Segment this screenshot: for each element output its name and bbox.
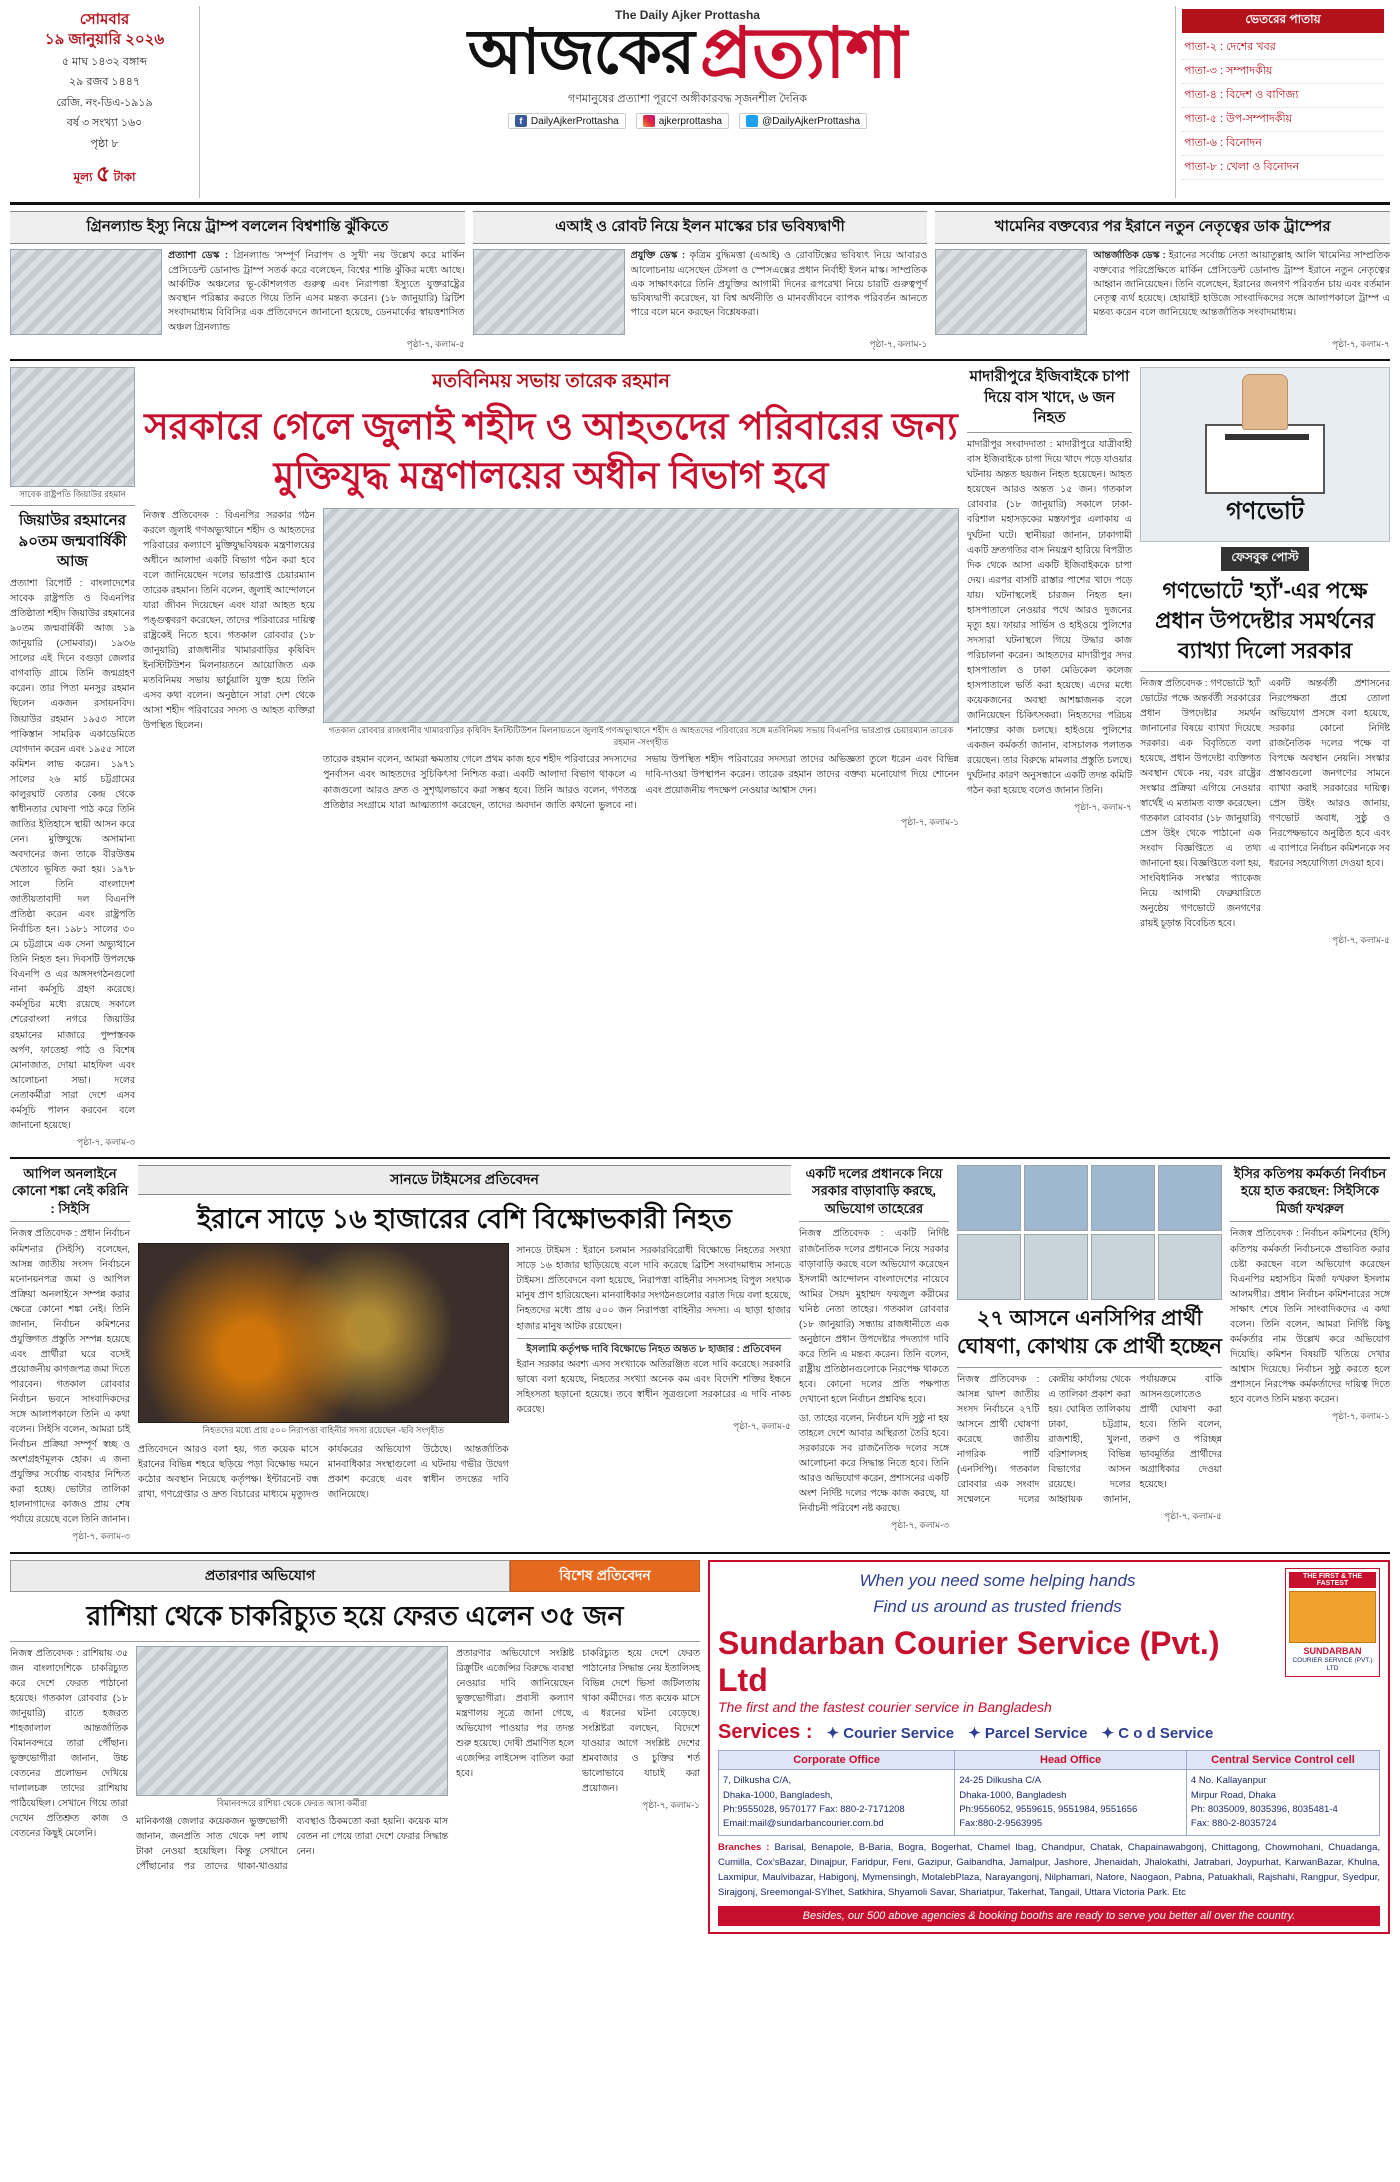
teaser-continued: পৃষ্ঠা-৭, কলাম-১ [869,339,928,350]
cec-continued: পৃষ্ঠা-৭, কলাম-৩ [72,1531,130,1542]
candidate-photo [1024,1165,1088,1231]
table-header-row [719,1751,1380,1770]
ad-branches-list: Barisal, Benapole, B-Baria, Bogra, Bogerhat, Chamel Ibag, Chandpur, Chatak, Chapainawabgonj, Chittagong, Chowmohani, Chuadanga, Cumilla, Cox'sBazar, Dinajpur, Faridpur, Feni, Gazipur, Gaibandha, Jamalpur, Jashore, Jhenaidah, Jhalokathi, Jatrabari, Joypurhat, KarwanBazar, Khulna, Laxmipur, Maulvibazar, Habigonj, Mymensingh, MotalebPlaza, Narayangonj, Nilphamari, Natore, Naogaon, Pabna, Patuakhali, Rajshahi, Rangpur, Syedpur, Sirajgonj, Sreemongal-SYlhet, Satkhira, Shyamoli Savar, Shariatpur, Takerhat, Tangail, Uttara Victoria Park. Etc [718,1842,1380,1898]
office-line: 7, Dilkusha C/A, [723,1775,792,1787]
price-block [16,157,193,194]
taher-continued: পৃষ্ঠা-৭, কলাম-৩ [891,1520,949,1531]
bottom-section [10,1552,1390,1934]
ad-tagline: The first and the fastest courier service in Bangladesh [718,1699,1052,1716]
ad-logo-top-text: THE FIRST & THE FASTEST [1289,1572,1376,1588]
iran-body-3: ইরান সরকার অবশ্য এসব সংখ্যাকে অতিরঞ্জিত বলে দাবি করেছে। সরকারি ভাষ্যে বলা হয়েছে, নিহতের সংখ্যা অনেক কম এবং বিদেশি শক্তির ইন্ধনে সহিংসতা ছড়ানো হয়েছে। তবে স্বাধীন সূত্রগুলো সরকারের এ দাবি নাকচ করেছে। [516,1358,791,1414]
zia-body: প্রত্যাশা রিপোর্ট : বাংলাদেশের সাবেক রাষ্ট্রপতি ও বিএনপির প্রতিষ্ঠাতা শহীদ জিয়াউর রহমানের ৯০তম জন্মবার্ষিকী আজ ১৯ জানুয়ারি (সোমবার)। ১৯৩৬ সালের এই দিনে বগুড়া জেলার বাগবাড়ি গ্রামে তিনি জন্মগ্রহণ করেন। তার পিতা মনসুর রহমান ছিলেন একজন রসায়নবিদ। জিয়াউর রহমান ১৯৫৩ সালে পাকিস্তান সামরিক একাডেমিতে যোগদান করেন এবং ১৯৫৫ সালে কমিশন লাভ করেন। ১৯৭১ সালের ২৬ মার্চ চট্টগ্রামের কালুরঘাট বেতার কেন্দ্র থেকে স্বাধীনতার ঘোষণা পাঠ করে তিনি জাতির ইতিহাসে স্থায়ী আসন করে নেন। মুক্তিযুদ্ধে অসামান্য অবদানের জন্য তাকে বীরউত্তম খেতাবে ভূষিত করা হয়। ১৯৭৮ সালে তিনি বাংলাদেশ জাতীয়তাবাদী দল বিএনপি প্রতিষ্ঠা করেন এবং রাষ্ট্রপতি নির্বাচিত হন। ১৯৮১ সালের ৩০ মে চট্টগ্রামে এক সেনা অভ্যুত্থানে তিনি নিহত হন। দিবসটি উপলক্ষে বিএনপি ও এর অঙ্গসংগঠনগুলো নানা কর্মসূচি গ্রহণ করেছে। কর্মসূচির মধ্যে রয়েছে সকালে শেরেবাংলা নগরে জিয়াউর রহমানের মাজারে পুষ্পস্তবক অর্পণ, ফাতেহা পাঠ ও বিশেষ মোনাজাত, দোয়া মাহফিল এবং আলোচনা সভা। দলের নেতাকর্মীরা সারা দেশে এসব কর্মসূচি পালন করবেন বলে জানানো হয়েছে। [10,578,135,1130]
teaser-body: ইরানের সর্বোচ্চ নেতা আয়াতুল্লাহ আলি খামেনির সাম্প্রতিক বক্তব্যের পরিপ্রেক্ষিতে মার্কিন প্রেসিডেন্ট ডোনাল্ড ট্রাম্প ইরানে নতুন নেতৃত্বের আহ্বান জানিয়েছেন। তিনি বলেছেন, ইরানের জনগণ পরিবর্তন চায় এবং বর্তমান নেতৃত্ব ব্যর্থ হয়েছে। হোয়াইট হাউজে সাংবাদিকদের সঙ্গে আলাপকালে ট্রাম্প এ মন্তব্য করেন বলে জানিয়েছে আন্তর্জাতিক সংবাদমাধ্যম। [1093,250,1391,319]
russia-head-right: বিশেষ প্রতিবেদন [510,1560,700,1592]
teaser-byline: প্রত্যাশা ডেস্ক : [168,250,229,262]
referendum-headline[interactable]: গণভোটে 'হ্যাঁ'-এর পক্ষে প্রধান উপদেষ্টার সমর্থনের ব্যাখ্যা দিলো সরকার [1155,578,1375,663]
lead-body-left: নিজস্ব প্রতিবেদক : বিএনপির সরকার গঠন করলে জুলাই গণঅভ্যুত্থানে শহীদ ও আহতদের পরিবারের কল্যাণে মুক্তিযুদ্ধবিষয়ক মন্ত্রণালয়ের অধীনে আলাদা একটি বিভাগ গঠন করা হবে বলে জানিয়েছেন দলের ভারপ্রাপ্ত চেয়ারম্যান তারেক রহমান। তিনি বলেন, জুলাই আন্দোলনে যারা জীবন দিয়েছেন এবং যারা আহত হয়ে পঙ্গুত্ববরণ করেছেন, তাদের পরিবারের দায়িত্ব রাষ্ট্রকেই নিতে হবে। গতকাল রোববার (১৮ জানুয়ারি) রাজধানীর খামারবাড়ির কৃষিবিদ ইনস্টিটিউশন মিলনায়তনে আয়োজিত এক মতবিনিময় সভায় ভার্চুয়ালি যুক্ত হয়ে তিনি এসব কথা বলেন। অনুষ্ঠানে সারা দেশ থেকে আসা শহীদ পরিবারের সদস্য ও আহত ব্যক্তিরা উপস্থিত ছিলেন। [143,509,315,731]
ad-service-2: ✦ Parcel Service [968,1725,1088,1743]
social-twitter[interactable] [739,113,867,129]
elon-musk-photo [473,249,625,335]
office-line: Mirpur Road, Dhaka [1190,1789,1276,1801]
teaser-musk [473,211,928,352]
zia-continued: পৃষ্ঠা-৭, কলাম-৩ [77,1136,135,1147]
lead-body-right: তারেক রহমান বলেন, আমরা ক্ষমতায় গেলে প্রথম কাজ হবে শহীদ পরিবারের সদস্যদের পুনর্বাসন এবং আহতদের সুচিকিৎসা নিশ্চিত করা। একটি আলাদা বিভাগ থাকলে এ কাজগুলো আরও দ্রুত ও সুশৃঙ্খলভাবে করা সম্ভব হবে। তিনি আরও বলেন, গণতন্ত্র প্রতিষ্ঠার সংগ্রামে যারা আত্মত্যাগ করেছেন, তাদের অবদান জাতি কখনো ভুলবে না। সভায় উপস্থিত শহীদ পরিবারের সদস্যরা তাদের অভিজ্ঞতা তুলে ধরেন এবং বিভিন্ন দাবি-দাওয়া উপস্থাপন করেন। তারেক রহমান তাদের বক্তব্য মনোযোগ দিয়ে শোনেন এবং প্রয়োজনীয় পদক্ষেপ নেওয়ার আশ্বাস দেন। [323,754,959,810]
advertisement-sundarban-courier [708,1560,1390,1934]
ncp-headline[interactable]: ২৭ আসনে এনসিপির প্রার্থী ঘোষণা, কোথায় কে প্রার্থী হচ্ছেন [957,1306,1222,1359]
masthead-logo-block [200,6,1175,198]
article-madaripur [967,367,1132,1149]
inside-page-item[interactable]: পাতা-৪ : বিদেশ ও বাণিজ্য [1182,84,1384,108]
iran-sub-headline: ইসলামি কর্তৃপক্ষ দাবি বিক্ষোভে নিহত অন্তত ৮ হাজার : প্রতিবেদন [526,1343,782,1355]
inside-page-item[interactable]: পাতা-৬ : বিনোদন [1182,132,1384,156]
russia-head-left: প্রতারণার অভিযোগ [10,1560,510,1592]
office-line: Ph:9555028, 9570177 Fax: 880-2-7171208 [723,1803,905,1815]
candidate-photo [957,1165,1021,1231]
office-cell [1186,1770,1379,1836]
article-ec-officials [1230,1165,1390,1545]
office-line: Dhaka-1000, Bangladesh [959,1789,1067,1801]
teaser-text [1093,249,1390,335]
iran-body-2: প্রতিবেদনে আরও বলা হয়, গত কয়েক মাসে ইরানের বিভিন্ন শহরে ছড়িয়ে পড়া বিক্ষোভ দমনে কঠোর অবস্থান নিয়েছে কর্তৃপক্ষ। ইন্টারনেট বন্ধ রাখা, গণগ্রেপ্তার ও দ্রুত বিচারের মাধ্যমে মৃত্যুদণ্ড কার্যকরের অভিযোগ উঠেছে। আন্তর্জাতিক মানবাধিকার সংস্থাগুলো এ ঘটনায় গভীর উদ্বেগ প্রকাশ করেছে এবং স্বাধীন তদন্তের দাবি জানিয়েছে। [138,1444,509,1500]
inside-page-item[interactable]: পাতা-৫ : উপ-সম্পাদকীয় [1182,108,1384,132]
ncp-continued: পৃষ্ঠা-৭, কলাম-৫ [1164,1510,1222,1521]
ad-logo-name: SUNDARBAN [1303,1646,1362,1657]
office-cell [719,1770,955,1836]
russia-headline[interactable]: রাশিয়া থেকে চাকরিচ্যুত হয়ে ফেরত এলেন ৩৫ জন [86,1601,624,1632]
zia-portrait [10,367,135,487]
lead-article [143,367,959,1149]
inside-pages-list [1182,36,1384,180]
english-title: The Daily Ajker Prottasha [615,8,760,22]
russia-body-3: প্রতারণার অভিযোগে সংশ্লিষ্ট রিক্রুটিং এজেন্সির বিরুদ্ধে ব্যবস্থা নেওয়ার দাবি জানিয়েছেন ভুক্তভোগীরা। প্রবাসী কল্যাণ মন্ত্রণালয় সূত্রে জানা গেছে, অভিযোগ পাওয়ার পর তদন্ত শুরু হয়েছে। দোষী প্রমাণিত হলে এজেন্সির লাইসেন্স বাতিল করা হবে। [456,1647,574,1779]
trump-photo [10,249,162,335]
office-line: Fax: 880-2-8035724 [1190,1818,1277,1830]
registration-no: রেজি. নং-ডিএ-১৯১৯ [56,96,153,109]
russia-caption: বিমানবন্দরে রাশিয়া থেকে ফেরত আসা কর্মীরা [216,1797,368,1808]
masthead-tagline: গণমানুষের প্রত্যাশা পূরণে অঙ্গীকারবদ্ধ সৃজনশীল দৈনিক [568,93,807,105]
masthead-date-block [10,6,200,198]
tiger-icon [1289,1591,1376,1643]
teaser-headline[interactable]: এআই ও রোবট নিয়ে ইলন মাস্কের চার ভবিষ্যদ্বাণী [473,211,928,244]
logo-word-ajker: আজকের [467,18,695,87]
social-row [208,113,1167,129]
sundarban-logo [1285,1568,1380,1676]
lead-headline[interactable]: সরকারে গেলে জুলাই শহীদ ও আহতদের পরিবারের জন্য মুক্তিযুদ্ধ মন্ত্রণালয়ের অধীন বিভাগ হবে [144,406,958,496]
taher-body-1: নিজস্ব প্রতিবেদক : একটি নির্দিষ্ট রাজনৈতিক দলের প্রধানকে নিয়ে সরকার বাড়াবাড়ি করছে বলে অভিযোগ করেছেন ইসলামী আন্দোলন বাংলাদেশের নায়েবে আমির সৈয়দ মুহাম্মদ ফয়জুল করীমের ঘনিষ্ঠ নেতা তাহের। গতকাল রোববার (১৮ জানুয়ারি) সন্ধ্যায় রাজধানীতে এক অনুষ্ঠানে প্রধান উপদেষ্টার পদত্যাগ দাবি করে তিনি এ মন্তব্য করেন। তিনি বলেন, রাষ্ট্রীয় প্রতিষ্ঠানগুলোকে নিরপেক্ষ থাকতে হবে। কোনো দলের প্রতি পক্ষপাত দেখানো হলে নির্বাচন প্রশ্নবিদ্ধ হবে। [799,1228,949,1404]
referendum-body-1: নিজস্ব প্রতিবেদক : গণভোটে 'হ্যাঁ' ভোটের পক্ষে অন্তর্বর্তী সরকারের প্রধান উপদেষ্টার সমর্থন জানানোর বিষয়ে ব্যাখ্যা দিয়েছে সরকার। এক বিবৃতিতে বলা হয়েছে, প্রধান উপদেষ্টা ব্যক্তিগত অবস্থান থেকে নয়, বরং রাষ্ট্রের সংস্কার প্রক্রিয়া এগিয়ে নেওয়ার স্বার্থেই এ মতামত ব্যক্ত করেছেন। গতকাল রোববার (১৮ জানুয়ারি) প্রেস উইং থেকে পাঠানো এক সংবাদ বিজ্ঞপ্তিতে এ তথ্য জানানো হয়। বিজ্ঞপ্তিতে বলা হয়, সাংবিধানিক সংস্কার প্যাকেজ নিয়ে আগামী ফেব্রুয়ারিতে অনুষ্ঠেয় গণভোটে জনগণের রায়ই চূড়ান্ত বিবেচিত হবে। [1140,677,1261,929]
ad-logo-sub: COURIER SERVICE (PVT.) LTD [1292,1657,1373,1673]
article-taher [799,1165,949,1545]
madaripur-continued: পৃষ্ঠা-৭, কলাম-৭ [1074,802,1132,813]
inside-page-item[interactable]: পাতা-২ : দেশের খবর [1182,36,1384,60]
social-instagram-handle: ajkerprottasha [658,115,723,127]
office-line: Email:mail@sundarbancourier.com.bd [723,1818,884,1830]
article-russia-returnees [10,1560,700,1934]
teaser-trump [10,211,465,352]
candidate-photo [1024,1234,1088,1300]
ad-branches [718,1841,1380,1900]
ad-service-3: ✦ C o d Service [1101,1725,1214,1743]
ballot-box-icon [1205,424,1325,494]
office-cell [955,1770,1187,1836]
ec-continued: পৃষ্ঠা-৭, কলাম-১ [1332,1411,1390,1422]
inside-page-item[interactable]: পাতা-৮ : খেলা ও বিনোদন [1182,156,1384,180]
date-hijri: ২৯ রজব ১৪৪৭ [69,76,140,89]
madaripur-headline[interactable]: মাদারীপুরে ইজিবাইকে চাপা দিয়ে বাস খাদে, ৬ জন নিহত [969,368,1130,426]
article-ncp [957,1165,1222,1545]
teaser-headline[interactable]: খামেনির বক্তব্যের পর ইরানে নতুন নেতৃত্বের ডাক ট্রাম্পের [935,211,1390,244]
iran-caption: নিহতদের মধ্যে প্রায় ৫০০ নিরাপত্তা বাহিনীর সদস্য রয়েছেন -ছবি সংগৃহীত [202,1425,444,1436]
office-line: 24-25 Dilkusha C/A [959,1775,1042,1787]
madaripur-body: মাদারীপুর সংবাদদাতা : মাদারীপুরে যাত্রীবাহী বাস ইজিবাইকে চাপা দিয়ে খাদে পড়ে যাওয়ার ঘটনায় অন্তত ছয়জন নিহত হয়েছেন। আহত হয়েছেন আরও অন্তত ১৫ জন। গতকাল রোববার (১৮ জানুয়ারি) সকালে ঢাকা-বরিশাল মহাসড়কের মস্তফাপুর এলাকায় এ দুর্ঘটনা ঘটে। স্থানীয়রা জানান, ঢাকাগামী একটি দ্রুতগতির বাস নিয়ন্ত্রণ হারিয়ে বিপরীত দিক থেকে আসা একটি ইজিবাইককে চাপা দেয়। এরপর বাসটি রাস্তার পাশের খাদে পড়ে যায়। ঘটনাস্থলেই চারজন নিহত হন। হাসপাতালে নেওয়ার পথে আরও দুজনের মৃত্যু হয়। ফায়ার সার্ভিস ও হাইওয়ে পুলিশের সদস্যরা ঘটনাস্থলে গিয়ে উদ্ধার কাজ পরিচালনা করেন। আহতদের মাদারীপুর সদর হাসপাতাল ও ঢাকা মেডিকেল কলেজ হাসপাতালে ভর্তি করা হয়েছে। এদের মধ্যে কয়েকজনের অবস্থা আশঙ্কাজনক বলে জানিয়েছেন চিকিৎসকরা। নিহতদের পরিচয় শনাক্তের কাজ চলছে। হাইওয়ে পুলিশের একজন কর্মকর্তা জানান, বাসচালক পলাতক রয়েছেন। তার বিরুদ্ধে মামলার প্রস্তুতি চলছে। দুর্ঘটনার কারণ অনুসন্ধানে একটি তদন্ত কমিটি গঠন করা হয়েছে বলেও জানান তিনি। [967,439,1132,796]
ballot-label: গণভোট [1226,498,1304,526]
teaser-text [631,249,928,335]
teaser-headline[interactable]: গ্রিনল্যান্ড ইস্যু নিয়ে ট্রাম্প বললেন বিশ্বশান্তি ঝুঁকিতে [10,211,465,244]
top-teaser-row [10,211,1390,352]
khamenei-photo [935,249,1087,335]
iran-headline[interactable]: ইরানে সাড়ে ১৬ হাজারের বেশি বিক্ষোভকারী নিহত [197,1203,732,1234]
lead-image-caption: গতকাল রোববার রাজধানীর খামারবাড়ির কৃষিবিদ ইনস্টিটিউশন মিলনায়তনে জুলাই গণঅভ্যুত্থানে শহীদ ও আহতদের পরিবারের সঙ্গে মতবিনিময় সভায় বিএনপির ভারপ্রাপ্ত চেয়ারম্যান তারেক রহমান -সংগৃহীত [328,724,954,747]
iran-continued: পৃষ্ঠা-৭, কলাম-৫ [733,1420,791,1431]
russia-body-2: মানিকগঞ্জ জেলার কয়েকজন ভুক্তভোগী জানান, জনপ্রতি সাত থেকে দশ লাখ টাকা নেওয়া হয়েছিল। কিন্তু সেখানে পৌঁছানোর পর তাদের থাকা-খাওয়ার ব্যবস্থাও ঠিকমতো করা হয়নি। কয়েক মাস বেতন না পেয়ে তারা দেশে ফেরার সিদ্ধান্ত নেন। [136,1815,448,1871]
teaser-byline: প্রযুক্তি ডেস্ক : [630,250,686,262]
social-twitter-handle: @DailyAjkerProttasha [762,115,861,127]
teaser-body: গ্রিনল্যান্ড 'সম্পূর্ণ নিরাপদ ও সুখী' নয় উল্লেখ করে মার্কিন প্রেসিডেন্ট ডোনাল্ড ট্রাম্প সতর্ক করে বলেছেন, বিশ্বের শান্তি ঝুঁকির মধ্যে আছে। আর্কটিক অঞ্চলের ভূ-কৌশলগত গুরুত্ব এবং নিরাপত্তা ইস্যুতে যুক্তরাষ্ট্রের অবস্থান পরিষ্কার করতে গিয়ে তিনি এসব মন্তব্য করেন। (১৮ জানুয়ারি) ব্রিটিশ সংবাদমাধ্যম বিবিসির এক প্রতিবেদনে জানানো হয়েছে, ডেনমার্কের স্বায়ত্তশাসিত অঞ্চল গ্রিনল্যান্ড [168,250,465,333]
zia-caption: সাবেক রাষ্ট্রপতি জিয়াউর রহমান [19,489,126,500]
date-day: সোমবার [79,11,130,28]
ballot-box-photo [1140,367,1390,542]
middle-section [10,359,1390,1149]
ad-offices-table [718,1750,1380,1836]
lead-kicker: মতবিনিময় সভায় তারেক রহমান [432,371,670,393]
office-line: Fax:880-2-9563995 [959,1818,1043,1830]
instagram-icon [643,115,655,127]
price-label: মূল্য [73,170,93,185]
candidate-mug-grid [957,1165,1222,1300]
ad-services-label: Services : [718,1721,813,1744]
candidate-photo [1158,1234,1222,1300]
lower-section [10,1157,1390,1545]
iran-protest-night-photo [138,1243,509,1423]
date-main: ১৯ জানুয়ারি ২০২৬ [44,31,165,49]
russia-body-1: নিজস্ব প্রতিবেদক : রাশিয়ায় ৩৫ জন বাংলাদেশিকে চাকরিচ্যুত করে দেশে ফেরত পাঠানো হয়েছে। গতকাল রোববার (১৮ জানুয়ারি) রাতে হজরত শাহজালাল আন্তর্জাতিক বিমানবন্দরে তারা পৌঁছান। ভুক্তভোগীরা জানান, উচ্চ বেতনের প্রলোভন দেখিয়ে দালালচক্র তাদের রাশিয়ায় পাঠিয়েছিল। সেখানে গিয়ে তারা দেখেন প্রতিশ্রুত কাজ ও বেতনের কিছুই মেলেনি। [10,1647,128,1839]
candidate-photo [957,1234,1021,1300]
article-referendum [1140,367,1390,1149]
returnees-group-photo [136,1646,448,1796]
teaser-text [168,249,465,335]
article-zia [10,367,135,1149]
teaser-body: কৃত্রিম বুদ্ধিমত্তা (এআই) ও রোবটিক্সের ভবিষ্যৎ নিয়ে আবারও আলোচনায় এসেছেন টেসলা ও স্পেসএক্সের প্রধান নির্বাহী ইলন মাস্ক। সাম্প্রতিক এক সাক্ষাৎকারে তিনি প্রযুক্তির আগামী দিনের রূপরেখা নিয়ে চারটি গুরুত্বপূর্ণ ভবিষ্যদ্বাণী করেছেন, যা বিশ্ব অর্থনীতি ও মানবজীবনে ব্যাপক পরিবর্তন আনতে পারে বলে মনে করছেন বিশ্লেষকরা। [630,250,928,319]
ad-company-name: Sundarban Courier Service (Pvt.) Ltd [718,1625,1220,1699]
candidate-photo [1091,1234,1155,1300]
cec-headline[interactable]: আপিল অনলাইনে কোনো শঙ্কা নেই করিনি : সিইসি [11,1165,129,1216]
taher-headline[interactable]: একটি দলের প্রধানকে নিয়ে সরকার বাড়াবাড়ি করছে, অভিযোগ তাহেরের [805,1165,943,1216]
facebook-icon: f [515,115,527,127]
twitter-icon [746,115,758,127]
logo-word-prottasha: প্রত্যাশা [700,14,908,92]
russia-continued: পৃষ্ঠা-৭, কলাম-১ [642,1800,700,1811]
teaser-byline: আন্তর্জাতিক ডেস্ক : [1093,250,1166,262]
ad-branches-label: Branches : [718,1842,770,1854]
russia-body-4: চাকরিচ্যুত হয়ে দেশে ফেরত পাঠানোর সিদ্ধান্ত নেয় ইতালিসহ বিভিন্ন দেশে ভিসা জটিলতায় থাকা কর্মীদের। গত কয়েক মাসে এ ধরনের ঘটনা বেড়েছে। সংশ্লিষ্টরা বলছেন, বিদেশে যাওয়ার আগে সংশ্লিষ্ট দেশের শ্রমবাজার ও চুক্তির শর্ত ভালোভাবে যাচাই করা প্রয়োজন। [582,1647,700,1794]
ad-script-line-2: Find us around as trusted friends [873,1596,1122,1616]
referendum-body-2: একটি অন্তর্বর্তী প্রশাসনের নিরপেক্ষতা প্রশ্নে তোলা অভিযোগ প্রসঙ্গে বলা হয়েছে, সরকার কোনো নির্দিষ্ট রাজনৈতিক দলের পক্ষে বা বিপক্ষে অবস্থান নেয়নি। সংস্কার প্রস্তাবগুলো জনগণের সামনে ব্যাখ্যা করাই সরকারের দায়িত্ব। প্রেস উইং আরও জানায়, গণভোট অবাধ, সুষ্ঠু ও নিরপেক্ষভাবে অনুষ্ঠিত হবে এবং এ ব্যাপারে নির্বাচন কমিশনকে সব ধরনের সহযোগিতা দেওয়া হবে। [1269,677,1390,869]
office-header: Central Service Control cell [1186,1751,1379,1770]
ad-script-line-1: When you need some helping hands [859,1571,1136,1591]
office-header: Corporate Office [719,1751,955,1770]
ad-footer: Besides, our 500 above agencies & booking booths are ready to serve you better all over the country. [718,1906,1380,1926]
price-unit: টাকা [113,170,136,185]
inside-pages-box [1175,6,1390,198]
table-row [719,1770,1380,1836]
iran-section-head: সানডে টাইমসের প্রতিবেদন [138,1165,791,1195]
social-facebook[interactable] [508,113,626,129]
article-iran [138,1165,791,1545]
taher-body-2: ডা. তাহের বলেন, নির্বাচন যদি সুষ্ঠু না হয় তাহলে দেশে আবার অস্থিরতা তৈরি হবে। সরকারকে সব রাজনৈতিক দলের সঙ্গে আলোচনা করে সিদ্ধান্ত নিতে হবে। তিনি আরও অভিযোগ করেন, প্রশাসনের একটি অংশ নির্দিষ্ট দলের পক্ষে কাজ করছে, যা নির্বাচনী পরিবেশ নষ্ট করছে। [799,1413,949,1514]
hand-icon [1242,374,1288,430]
office-line: Ph:9556052, 9559615, 9551984, 9551656 [959,1803,1138,1815]
inside-page-item[interactable]: পাতা-৩ : সম্পাদকীয় [1182,60,1384,84]
cec-body: নিজস্ব প্রতিবেদক : প্রধান নির্বাচন কমিশনার (সিইসি) বলেছেন, আসন্ন জাতীয় সংসদ নির্বাচনে মনোনয়নপত্র জমা ও আপিল প্রক্রিয়া অনলাইনে সম্পন্ন করার ক্ষেত্রে কোনো শঙ্কা নেই। তিনি জানান, নির্বাচন কমিশনের প্রযুক্তিগত প্রস্তুতি সম্পন্ন হয়েছে এবং প্রার্থীরা ঘরে বসেই প্রয়োজনীয় কাগজপত্র জমা দিতে পারবেন। গতকাল রোববার নির্বাচন ভবনে সাংবাদিকদের সঙ্গে আলাপকালে তিনি এ কথা বলেন। সিইসি বলেন, আমরা চাই নির্বাচন প্রক্রিয়া সম্পূর্ণ স্বচ্ছ ও অংশগ্রহণমূলক হোক। এ জন্য প্রযুক্তির সর্বোচ্চ ব্যবহার নিশ্চিত করা হচ্ছে। ভোটার তালিকা হালনাগাদের কাজও প্রায় শেষ পর্যায়ে রয়েছে বলে তিনি জানান। [10,1228,130,1525]
office-line: Dhaka-1000, Bangladesh, [723,1789,833,1801]
ec-body: নিজস্ব প্রতিবেদক : নির্বাচন কমিশনের (ইসি) কতিপয় কর্মকর্তা নির্বাচনকে প্রভাবিত করার চেষ্টা করছেন বলে অভিযোগ করেছেন বিএনপির মহাসচিব মির্জা ফখরুল ইসলাম আলমগীর। প্রধান নির্বাচন কমিশনারের সঙ্গে সাক্ষাৎ শেষে তিনি সাংবাদিকদের এ কথা বলেন। তিনি বলেন, আমরা নির্দিষ্ট কিছু কর্মকর্তার নাম উল্লেখ করে অভিযোগ দিয়েছি। কমিশন বিষয়টি খতিয়ে দেখার আশ্বাস দিয়েছে। নির্বাচন সুষ্ঠু করতে হলে প্রশাসনে নিরপেক্ষ কর্মকর্তাদের দায়িত্ব দিতে হবে বলেও তিনি মন্তব্য করেন। [1230,1228,1390,1404]
ec-headline[interactable]: ইসির কতিপয় কর্মকর্তা নির্বাচন হয়ে হাত করছেন: সিইসিকে মির্জা ফখরুল [1233,1165,1387,1216]
ncp-body: নিজস্ব প্রতিবেদক : আসন্ন দ্বাদশ জাতীয় সংসদ নির্বাচনে ২৭টি আসনে প্রার্থী ঘোষণা করেছে জাতীয় নাগরিক পার্টি (এনসিপি)। গতকাল রোববার এক সংবাদ সম্মেলনে দলের কেন্দ্রীয় কার্যালয় থেকে এ তালিকা প্রকাশ করা হয়। ঘোষিত তালিকায় ঢাকা, চট্টগ্রাম, রাজশাহী, খুলনা, বরিশালসহ বিভিন্ন বিভাগের আসন রয়েছে। দলের আহ্বায়ক জানান, পর্যায়ক্রমে বাকি আসনগুলোতেও প্রার্থী ঘোষণা করা হবে। তিনি বলেন, তরুণ ও পরিচ্ছন্ন ভাবমূর্তির প্রার্থীদের অগ্রাধিকার দেওয়া হয়েছে। [957,1373,1222,1504]
candidate-photo [1158,1165,1222,1231]
office-line: Ph: 8035009, 8035396, 8035481-4 [1190,1803,1338,1815]
candidate-photo [1091,1165,1155,1231]
social-instagram[interactable] [636,113,729,129]
office-header: Head Office [955,1751,1187,1770]
masthead [10,6,1390,205]
referendum-continued: পৃষ্ঠা-৭, কলাম-৫ [1332,935,1390,946]
teaser-khamenei [935,211,1390,352]
page-count: পৃষ্ঠা ৮ [90,137,119,150]
price-number: ৫ [95,161,111,187]
iran-body-1: সানডে টাইমস : ইরানে চলমান সরকারবিরোধী বিক্ষোভে নিহতের সংখ্যা সাড়ে ১৬ হাজার ছাড়িয়েছে বলে দাবি করেছে ব্রিটিশ সংবাদমাধ্যম সানডে টাইমস। প্রতিবেদনে বলা হয়েছে, নিরাপত্তা বাহিনীর সদস্যসহ বিপুল সংখ্যক মানুষ প্রাণ হারিয়েছেন। মানবাধিকার সংগঠনগুলোর বরাত দিয়ে বলা হয়েছে, নিহতদের মধ্যে প্রায় ৫০০ জন নিরাপত্তা বাহিনীর সদস্য। এ ছাড়া হাজার হাজার মানুষ আটক রয়েছেন। [516,1245,791,1331]
date-bengali: ৫ মাঘ ১৪৩২ বঙ্গাব্দ [61,55,148,68]
article-cec [10,1165,130,1545]
russia-head-bar [10,1560,700,1592]
teaser-continued: পৃষ্ঠা-৭, কলাম-৫ [406,339,465,350]
social-facebook-handle: DailyAjkerProttasha [530,115,619,127]
lead-continued: পৃষ্ঠা-৭, কলাম-১ [901,816,959,827]
facebook-post-tag: ফেসবুক পোস্ট [1221,547,1308,571]
ad-service-1: ✦ Courier Service [826,1725,955,1743]
office-line: 4 No. Kallayanpur [1190,1775,1267,1787]
tarique-rahman-speech [323,508,959,723]
volume-issue: বর্ষ ৩ সংখ্যা ১৬০ [66,117,143,130]
inside-pages-title: ভেতরের পাতায় [1182,9,1384,33]
teaser-continued: পৃষ্ঠা-৭, কলাম-৭ [1332,339,1391,350]
zia-headline[interactable]: জিয়াউর রহমানের ৯০তম জন্মবার্ষিকী আজ [18,512,127,570]
